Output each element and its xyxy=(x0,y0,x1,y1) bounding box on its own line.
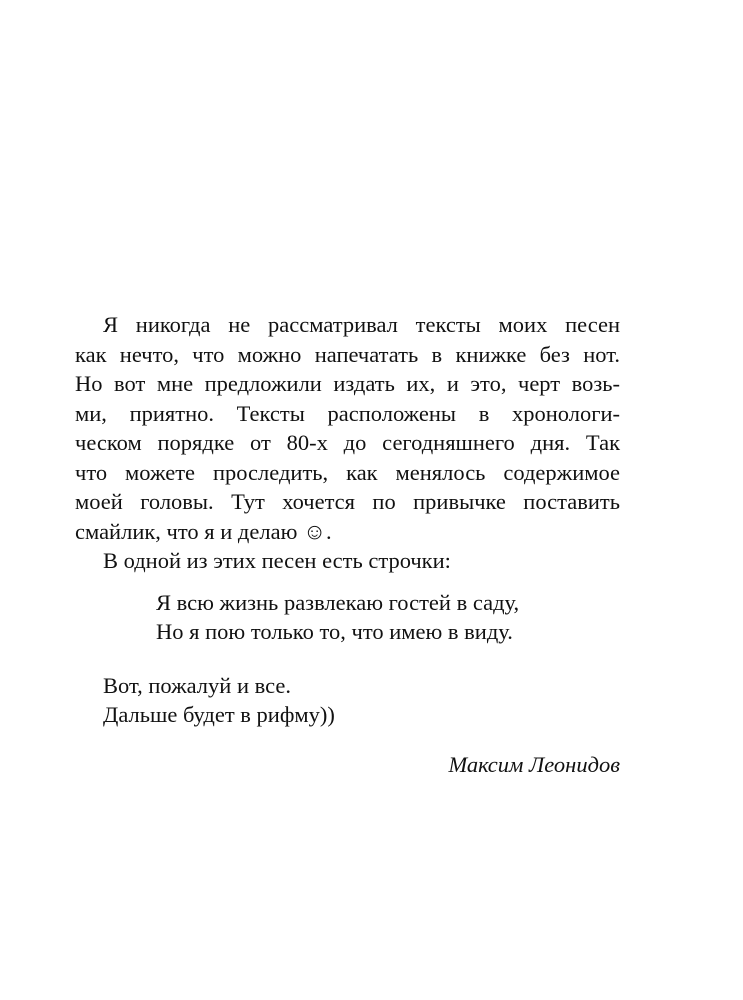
intro-line: ческом порядке от 80-х до сегодняшнего дня. Так xyxy=(75,430,620,455)
closing-line: Вот, пожалуй и все. xyxy=(103,672,291,698)
intro-line: Но вот мне предложили издать их, и это, черт возь- xyxy=(75,371,620,396)
intro-line: моей головы. Тут хочется по привычке поставить xyxy=(75,489,620,514)
poem-line: Но я пою только то, что имею в виду. xyxy=(156,619,513,644)
closing-paragraph xyxy=(75,671,620,730)
author-signature: Максим Леонидов xyxy=(448,751,620,777)
poem-intro: В одной из этих песен есть строчки: xyxy=(103,548,451,573)
intro-paragraph xyxy=(75,310,620,546)
intro-line: смайлик, что я и делаю ☺. xyxy=(75,518,332,544)
preface-page xyxy=(75,310,620,779)
poem-line: Я всю жизнь развлекаю гостей в саду, xyxy=(156,589,520,615)
closing-line: Дальше будет в рифму)) xyxy=(103,702,335,727)
poem-quote xyxy=(75,588,620,647)
intro-line: как нечто, что можно напечатать в книжке без нот. xyxy=(75,341,620,367)
intro-line: ми, приятно. Тексты расположены в хронологи- xyxy=(75,400,620,426)
intro-line: Я никогда не рассматривал тексты моих песен xyxy=(103,312,620,337)
intro-line: что можете проследить, как менялось содержимое xyxy=(75,459,620,485)
